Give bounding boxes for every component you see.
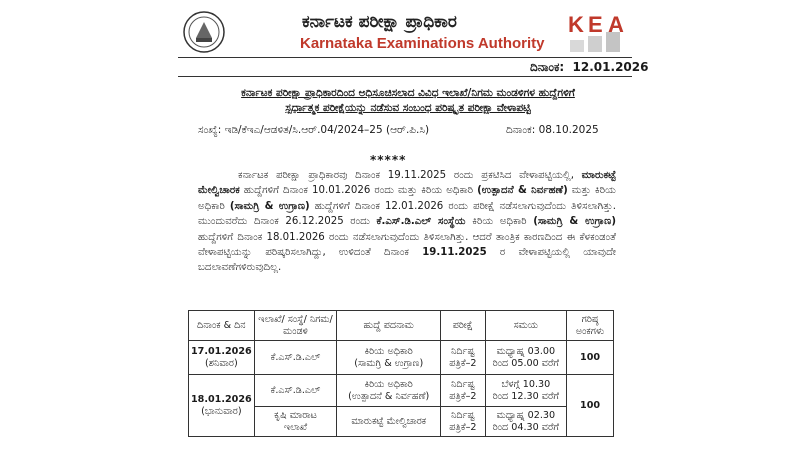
notice-body: ಕರ್ನಾಟಕ ಪರೀಕ್ಷಾ ಪ್ರಾಧಿಕಾರವು ದಿನಾಂಕ 19.11.2025 ರಂದು ಪ್ರಕಟಿಸಿದ ವೇಳಾಪಟ್ಟಿಯಲ್ಲಿ, ಮಾರುಕಟ್ಟೆ ಮೇಲ್ವಿಚಾರಕ ಹುದ್ದೆಗಳಿಗೆ ದಿನಾಂಕ 10.01.2026 ರಂದು ಮತ್ತು ಕಿರಿಯ ಅಧಿಕಾರಿ (ಉತ್ಪಾದನೆ & ನಿರ್ವಹಣೆ) ಮತ್ತು ಕಿರಿಯ ಅಧಿಕಾರಿ (ಸಾಮಗ್ರಿ & ಉಗ್ರಾಣ) ಹುದ್ದೆಗಳಿಗೆ ದಿನಾಂಕ 12.01.2026 ರಂದು ಪರೀಕ್ಷೆ ನಡೆಸಲಾಗುವುದೆಂದು ತಿಳಿಸಲಾಗಿತ್ತು. ಮುಂದುವರೆದು ದಿನಾಂಕ 26.12.2025 ರಂದು ಕೆ.ಎಸ್.ಡಿ.ಎಲ್ ಸಂಸ್ಥೆಯ ಕಿರಿಯ ಅಧಿಕಾರಿ (ಸಾಮಗ್ರಿ & ಉಗ್ರಾಣ) ಹುದ್ದೆಗಳಿಗೆ ದಿನಾಂಕ 18.01.2026 ರಂದು ನಡೆಸಲಾಗುವುದೆಂದು ತಿಳಿಸಲಾಗಿತ್ತು. ಆದರೆ ತಾಂತ್ರಿಕ ಕಾರಣದಿಂದ ಈ ಕೆಳಕಂಡಂತೆ ವೇಳಾಪಟ್ಟಿಯನ್ನು ಪರಿಷ್ಕರಿಸಲಾಗಿದ್ದು, ಉಳಿದಂತೆ ದಿನಾಂಕ 19.11.2025 ರ ವೇಳಾಪಟ್ಟಿಯಲ್ಲಿ ಯಾವುದೇ ಬದಲಾವಣೆಗಳಿರುವುದಿಲ್ಲ. — [198, 170, 616, 274]
header-date-day: ದಿನಾಂಕ & ದಿನ — [189, 311, 255, 341]
government-emblem-icon — [182, 10, 226, 54]
organization-name-english: Karnataka Examinations Authority — [300, 35, 545, 52]
cell-time: ಬೆಳಗ್ಗೆ 10.30 ರಿಂದ 12.30 ವರೆಗೆ — [485, 375, 566, 407]
header-post-name: ಹುದ್ದೆ ಪದನಾಮ — [337, 311, 441, 341]
cell-post: ಕಿರಿಯ ಅಧಿಕಾರಿ (ಸಾಮಗ್ರಿ & ಉಗ್ರಾಣ) — [337, 341, 441, 375]
separator-stars: ***** — [370, 153, 407, 167]
cell-date: 17.01.2026 (ಶನಿವಾರ) — [189, 341, 255, 375]
cell-time: ಮಧ್ಯಾಹ್ನ 03.00 ರಿಂದ 05.00 ವರೆಗೆ — [485, 341, 566, 375]
cell-department: ಕೆ.ಎಸ್.ಡಿ.ಎಲ್ — [254, 341, 337, 375]
exam-schedule-table — [188, 310, 614, 437]
cell-exam: ನಿರ್ದಿಷ್ಟ ಪತ್ರಿಕೆ–2 — [441, 407, 486, 437]
subject-line-1: ಕರ್ನಾಟಕ ಪರೀಕ್ಷಾ ಪ್ರಾಧಿಕಾರದಿಂದ ಅಧಿಸೂಚಿಸಲಾದ ವಿವಿಧ ಇಲಾಖೆ/ನಿಗಮ ಮಂಡಳಿಗಳ ಹುದ್ದೆಗಳಿಗೆ — [241, 87, 575, 99]
cell-department: ಕೃಷಿ ಮಾರಾಟ ಇಲಾಖೆ — [254, 407, 337, 437]
subject-line-2: ಸ್ಪರ್ಧಾತ್ಮಕ ಪರೀಕ್ಷೆಯನ್ನು ನಡೆಸುವ ಸಂಬಂಧ ಪರಿಷ್ಕೃತ ಪರೀಕ್ಷಾ ವೇಳಾಪಟ್ಟಿ — [285, 102, 531, 114]
notice-date: ದಿನಾಂಕ: 12.01.2026 — [530, 60, 649, 74]
header-time: ಸಮಯ — [485, 311, 566, 341]
date-divider — [178, 76, 632, 77]
cell-marks: 100 — [567, 375, 614, 437]
header-divider — [178, 57, 632, 58]
cell-time: ಮಧ್ಯಾಹ್ನ 02.30 ರಿಂದ 04.30 ವರೆಗೆ — [485, 407, 566, 437]
cell-exam: ನಿರ್ದಿಷ್ಟ ಪತ್ರಿಕೆ–2 — [441, 341, 486, 375]
reference-date: ದಿನಾಂಕ: 08.10.2025 — [506, 124, 599, 136]
cell-department: ಕೆ.ಎಸ್.ಡಿ.ಎಲ್ — [254, 375, 337, 407]
table-header-row — [189, 311, 614, 341]
cell-date: 18.01.2026 (ಭಾನುವಾರ) — [189, 375, 255, 437]
cell-exam: ನಿರ್ದಿಷ್ಟ ಪತ್ರಿಕೆ–2 — [441, 375, 486, 407]
header-exam: ಪರೀಕ್ಷೆ — [441, 311, 486, 341]
cell-post: ಮಾರುಕಟ್ಟೆ ಮೇಲ್ವಿಚಾರಕ — [337, 407, 441, 437]
table-row — [189, 375, 614, 407]
header-department: ಇಲಾಖೆ/ ಸಂಸ್ಥೆ/ ನಿಗಮ/ ಮಂಡಳಿ — [254, 311, 337, 341]
organization-name-kannada: ಕರ್ನಾಟಕ ಪರೀಕ್ಷಾ ಪ್ರಾಧಿಕಾರ — [302, 12, 457, 32]
header-max-marks: ಗರಿಷ್ಠ ಅಂಕಗಳು — [567, 311, 614, 341]
table-row — [189, 341, 614, 375]
reference-number: ಸಂಖ್ಯೆ: ಇಡಿ/ಕೆಇಎ/ಆಡಳಿತ/ಸಿ.ಆರ್.04/2024–25 (ಆರ್.ಪಿ.ಸಿ) — [198, 124, 430, 136]
cell-marks: 100 — [567, 341, 614, 375]
cell-post: ಕಿರಿಯ ಅಧಿಕಾರಿ (ಉತ್ಪಾದನೆ & ನಿರ್ವಹಣೆ) — [337, 375, 441, 407]
kea-logo: K E A — [566, 10, 628, 54]
